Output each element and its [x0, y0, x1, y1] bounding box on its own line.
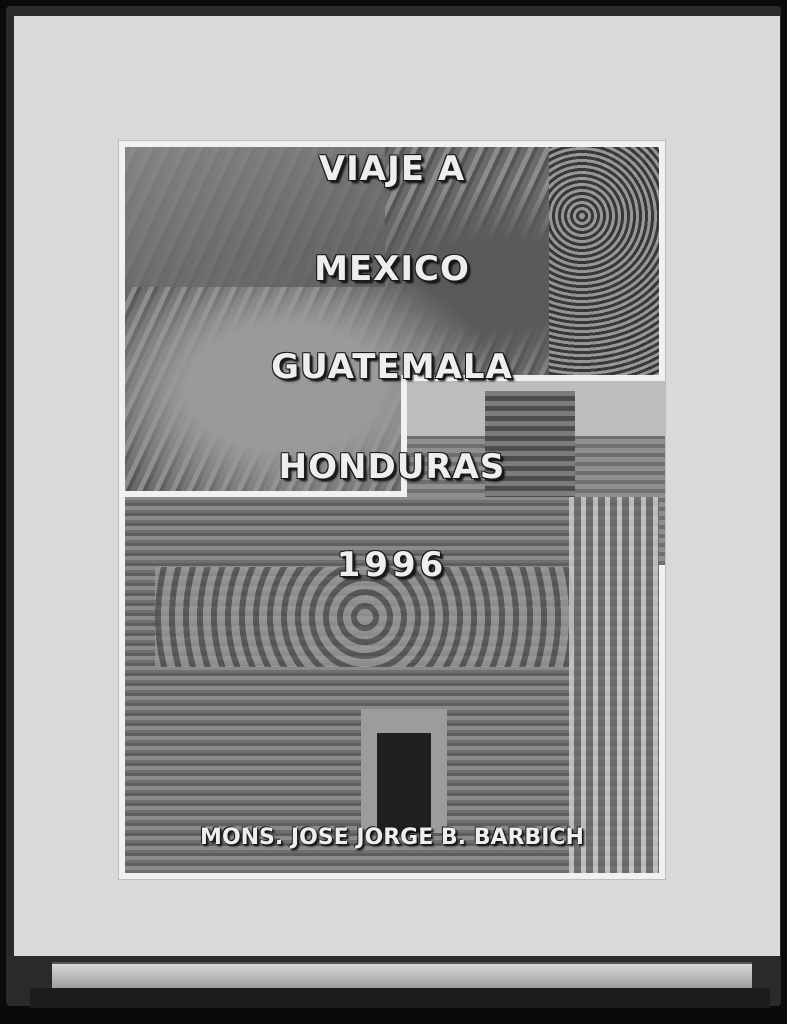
title-year: 1996: [336, 545, 448, 585]
book-spine-bottom: [30, 988, 770, 1008]
book-page-edges: [52, 962, 752, 990]
book-cover: [14, 16, 780, 956]
author-name: MONS. JOSE JORGE B. BARBICH: [200, 825, 584, 850]
title-line-4: HONDURAS: [278, 447, 506, 487]
title-line-1: VIAJE A: [318, 149, 466, 189]
title-line-2: MEXICO: [314, 249, 470, 289]
title-line-3: GUATEMALA: [271, 347, 513, 387]
photo-collage: [118, 140, 666, 880]
doorway: [377, 733, 431, 833]
